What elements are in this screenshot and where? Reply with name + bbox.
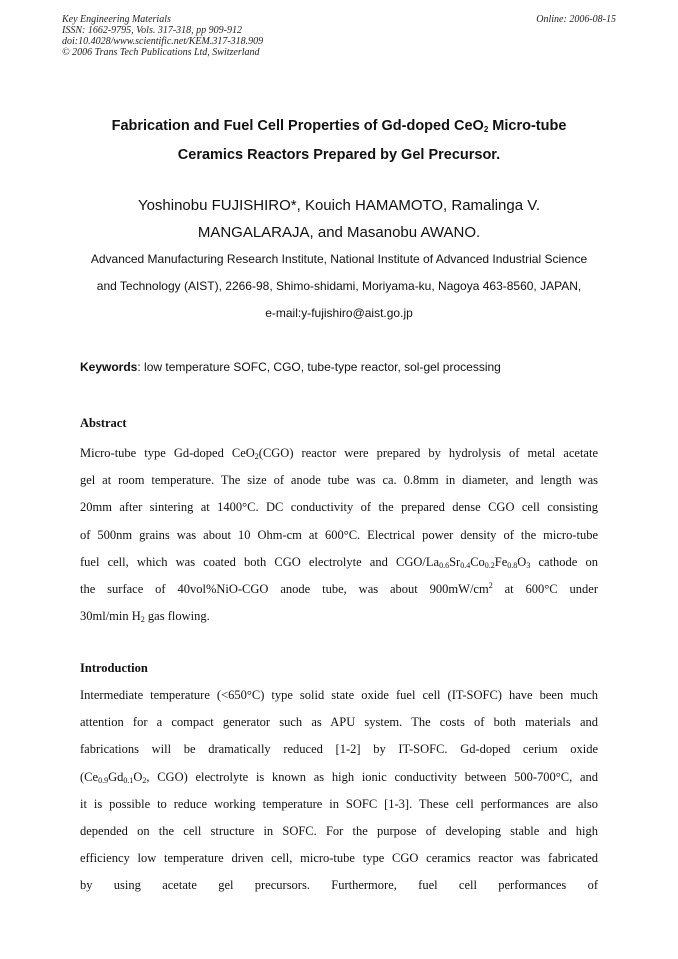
online-date-text: Online: 2006-08-15 [536,14,616,25]
affiliation [60,246,618,327]
abstract-line: 20mm after sintering at 1400°C. DC conductivity of the prepared dense CGO cell consisting [80,500,598,515]
doi-line: doi:10.4028/www.scientific.net/KEM.317-318.909 [62,36,264,47]
abstract-line: Micro-tube type Gd-doped CeO$_2$(CGO) reactor were prepared by hydrolysis of metal acetate [80,446,598,461]
intro-line: fabrications will be dramatically reduced [1-2] by IT-SOFC. Gd-doped cerium oxide [80,742,598,757]
intro-line: depended on the cell structure in SOFC. For the purpose of developing stable and high [80,823,598,838]
title-line-1: Fabrication and Fuel Cell Properties of Gd-doped CeO$_2$ Micro-tube [111,118,567,134]
journal-header [62,14,263,58]
introduction-heading: Introduction [80,661,148,675]
abstract-line: fuel cell, which was coated both CGO electrolyte and CGO/$La_{0.6}Sr_{0.4}Co_{0.2}Fe_{0.8}O_3$ cathode on [80,554,598,570]
keywords-label: Keywords [80,360,138,374]
issn-line: ISSN: 1662-9795, Vols. 317-318, pp 909-912 [62,25,242,36]
intro-line: efficiency low temperature driven cell, micro-tube type CGO ceramics reactor was fabricated [80,851,598,866]
abstract-line: 30ml/min $H_2$ gas flowing. [80,609,210,625]
introduction-body [80,682,598,900]
intro-line: ($Ce_{0.9}Gd_{0.1}O_2$, CGO) electrolyte is known as high ionic conductivity between 500-700°C, and [80,769,598,785]
email: e-mail:y-fujishiro@aist.go.jp [265,306,413,320]
keywords-text: : low temperature SOFC, CGO, tube-type reactor, sol-gel processing [137,360,501,374]
online-date [536,14,616,25]
affiliation-line-1: Advanced Manufacturing Research Institute, National Institute of Advanced Industrial Science [90,252,588,266]
intro-line: attention for a compact generator such as APU system. The costs of both materials and [80,715,598,730]
intro-line: by using acetate gel precursors. Furthermore, fuel cell performances of [80,878,598,893]
title-line-2: Ceramics Reactors Prepared by Gel Precursor. [177,147,501,163]
intro-line: Intermediate temperature (<650°C) type solid state oxide fuel cell (IT-SOFC) have been much [80,688,598,702]
abstract-line: gel at room temperature. The size of anode tube was ca. 0.8mm in diameter, and length was [80,473,598,488]
author-list [60,192,618,246]
copyright-line: © 2006 Trans Tech Publications Ltd, Switzerland [62,47,260,58]
intro-line: it is possible to reduce working temperature in SOFC [1-3]. These cell performances are also [80,796,598,811]
abstract-line: of 500nm grains was about 10 Ohm-cm at 600°C. Electrical power density of the micro-tube [80,527,598,542]
abstract-heading: Abstract [80,416,127,430]
journal-name: Key Engineering Materials [62,14,171,25]
authors-line-1: Yoshinobu FUJISHIRO*, Kouich HAMAMOTO, Ramalinga V. [137,197,541,214]
abstract-line: the surface of 40vol%NiO-CGO anode tube, was about $900mW/cm^2$ at 600°C under [80,580,598,596]
authors-line-2: MANGALARAJA, and Masanobu AWANO. [197,224,481,241]
paper-title [60,112,618,170]
abstract-body [80,440,598,630]
keywords [80,357,600,377]
affiliation-line-2: and Technology (AIST), 2266-98, Shimo-shidami, Moriyama-ku, Nagoya 463-8560, JAPAN, [96,279,582,293]
